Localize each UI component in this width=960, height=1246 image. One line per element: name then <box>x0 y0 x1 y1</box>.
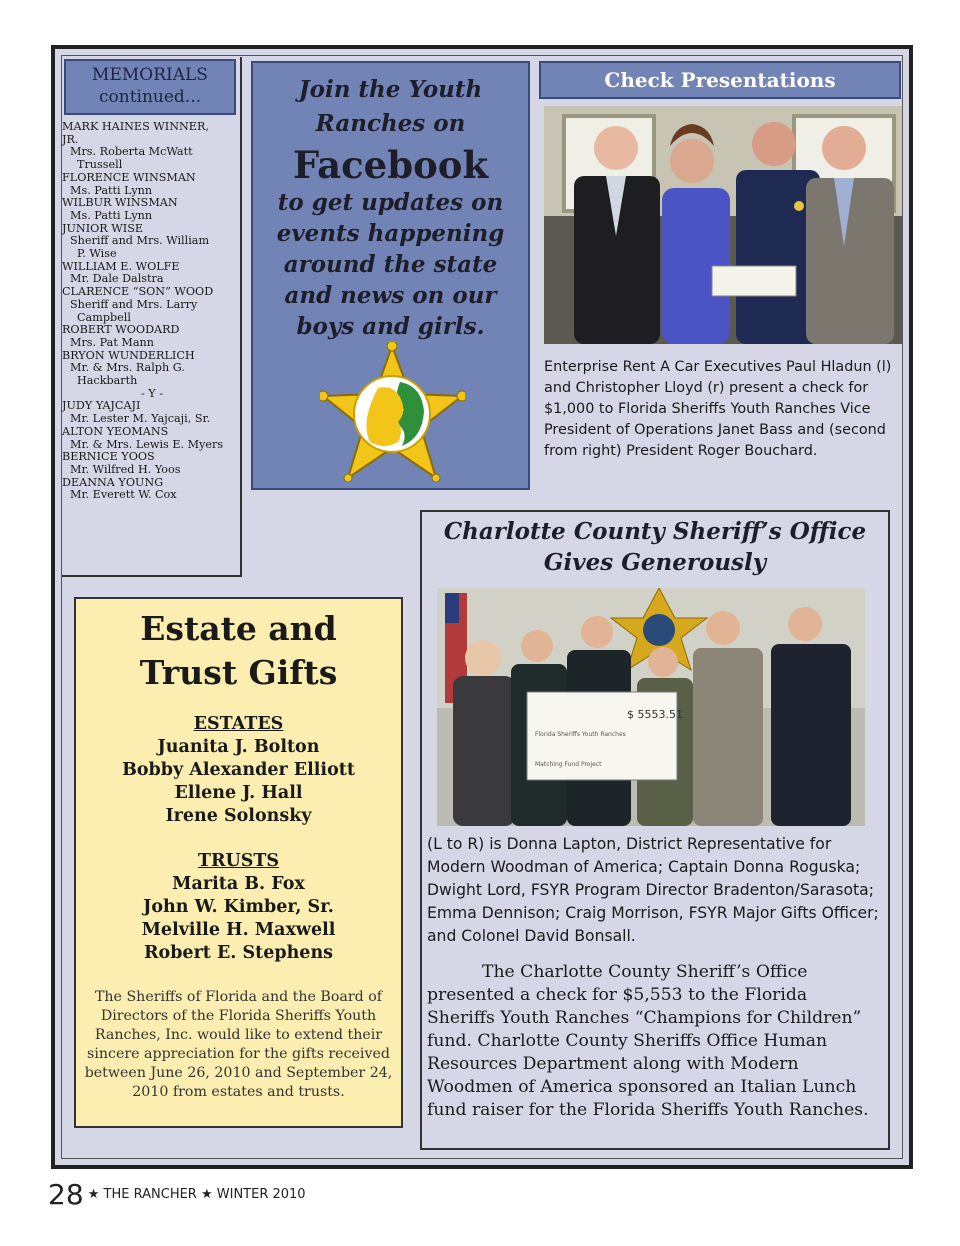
facebook-line6: and news on our <box>284 282 497 309</box>
memorial-entry: Campbell <box>77 310 131 324</box>
estate-trust-footnote: The Sheriffs of Florida and the Board of Directors of the Florida Sheriffs Youth Ranches, Inc. would like to extend their sincere appreciation for the gifts received between June 26, 2010 and September 24, 2010 from estates and trusts. <box>84 989 393 1100</box>
memorial-entry: WILLIAM E. WOLFE <box>62 259 180 273</box>
facebook-wordmark: Facebook <box>292 143 489 187</box>
memorial-entry: Ms. Patti Lynn <box>70 208 153 222</box>
estate-trust-title: Estate and Trust Gifts <box>139 609 338 692</box>
check-presentations-heading: Check Presentations <box>539 61 901 99</box>
memorial-entry: Ms. Patti Lynn <box>70 183 153 197</box>
memorial-entry: Sheriff and Mrs. Larry <box>70 297 198 311</box>
sheriff-star-logo-icon <box>320 342 465 482</box>
memorial-entry: Hackbarth <box>77 374 138 388</box>
big-check-payee: Florida Sheriffs Youth Ranches <box>535 731 626 738</box>
charlotte-county-caption: (L to R) is Donna Lapton, District Representative for Modern Woodman of America; Captain Donna Roguska; Dwight Lord, FSYR Program Director Bradenton/Sarasota; Emma Dennison; Craig Morrison, FSYR Major Gifts Officer; and Colonel David Bonsall. <box>427 835 879 945</box>
big-check-memo: Matching Fund Project <box>535 761 602 768</box>
memorial-entry: WILBUR WINSMAN <box>62 196 178 210</box>
memorial-entry: JR. <box>62 132 79 146</box>
memorial-entry: Trussell <box>77 158 123 172</box>
estates-heading: ESTATES <box>193 714 284 734</box>
memorial-entry: P. Wise <box>77 247 117 261</box>
facebook-line5: around the state <box>283 251 498 278</box>
memorial-entry: FLORENCE WINSMAN <box>62 170 196 184</box>
facebook-line3: to get updates on <box>277 189 504 216</box>
check-presentation-photo <box>544 106 902 344</box>
trusts-section <box>76 850 401 965</box>
memorial-entry: Mr. Wilfred H. Yoos <box>70 462 181 476</box>
memorials-list <box>62 121 242 502</box>
estate-item: Juanita J. Bolton <box>157 737 320 757</box>
memorial-entry: DEANNA YOUNG <box>62 475 164 489</box>
memorial-entry: Mr. & Mrs. Lewis E. Myers <box>70 437 224 451</box>
trust-item: John W. Kimber, Sr. <box>143 897 334 917</box>
estate-item: Ellene J. Hall <box>174 783 303 803</box>
memorial-entry: JUDY YAJCAJI <box>62 399 141 413</box>
memorial-entry: Mrs. Roberta McWatt <box>70 145 193 159</box>
facebook-line4: events happening <box>276 220 505 247</box>
memorial-entry: Mrs. Pat Mann <box>70 335 154 349</box>
facebook-line1: Join the Youth <box>298 76 483 103</box>
trusts-heading: TRUSTS <box>197 851 280 871</box>
charlotte-county-title: Charlotte County Sheriff’s Office Gives Generously <box>443 518 867 576</box>
memorial-entry: CLARENCE “SON” WOOD <box>62 285 214 299</box>
memorial-entry: - Y - <box>140 386 164 400</box>
big-check-amount: $ 5553.51 <box>627 708 683 721</box>
estate-trust-box <box>74 597 403 1128</box>
facebook-panel <box>251 61 530 490</box>
trust-item: Melville H. Maxwell <box>141 920 336 940</box>
charlotte-county-body: The Charlotte County Sheriff’s Office presented a check for $5,553 to the Florida Sheriffs Youth Ranches “Champions for Children” fund. Charlotte County Sheriffs Office Human Resources Department along with Modern Woodmen of America sponsored an Italian Lunch fund raiser for the Florida Sheriffs Youth Ranches. <box>427 962 869 1120</box>
trust-item: Marita B. Fox <box>172 874 305 894</box>
memorials-heading: MEMORIALS continued... <box>64 59 236 115</box>
memorial-entry: MARK HAINES WINNER, <box>62 120 209 133</box>
charlotte-county-photo <box>437 588 865 826</box>
memorial-entry: Mr. Lester M. Yajcaji, Sr. <box>70 412 211 426</box>
estate-item: Bobby Alexander Elliott <box>122 760 355 780</box>
memorial-entry: Mr. Everett W. Cox <box>70 488 177 502</box>
memorial-entry: Mr. Dale Dalstra <box>70 272 164 286</box>
memorial-entry: BRYON WUNDERLICH <box>62 348 195 362</box>
memorial-entry: JUNIOR WISE <box>62 221 144 235</box>
page-footer <box>48 1178 306 1211</box>
memorial-entry: Mr. & Mrs. Ralph G. <box>70 361 185 375</box>
page-number: 28 <box>48 1178 84 1211</box>
estate-item: Irene Solonsky <box>165 806 312 826</box>
memorial-entry: ROBERT WOODARD <box>62 323 180 337</box>
trust-item: Robert E. Stephens <box>143 943 334 963</box>
facebook-line2: Ranches on <box>315 110 466 137</box>
check-presentation-caption: Enterprise Rent A Car Executives Paul Hladun (l) and Christopher Lloyd (r) present a check for $1,000 to Florida Sheriffs Youth Ranches Vice President of Operations Janet Bass and (second from right) President Roger Bouchard. <box>544 359 892 459</box>
memorial-entry: ALTON YEOMANS <box>62 424 169 438</box>
memorial-entry: BERNICE YOOS <box>62 450 155 464</box>
publication-line: ★ THE RANCHER ★ WINTER 2010 <box>83 1187 306 1202</box>
estates-section <box>76 713 401 828</box>
facebook-line7: boys and girls. <box>296 313 485 340</box>
memorial-entry: Sheriff and Mrs. William <box>70 234 210 248</box>
